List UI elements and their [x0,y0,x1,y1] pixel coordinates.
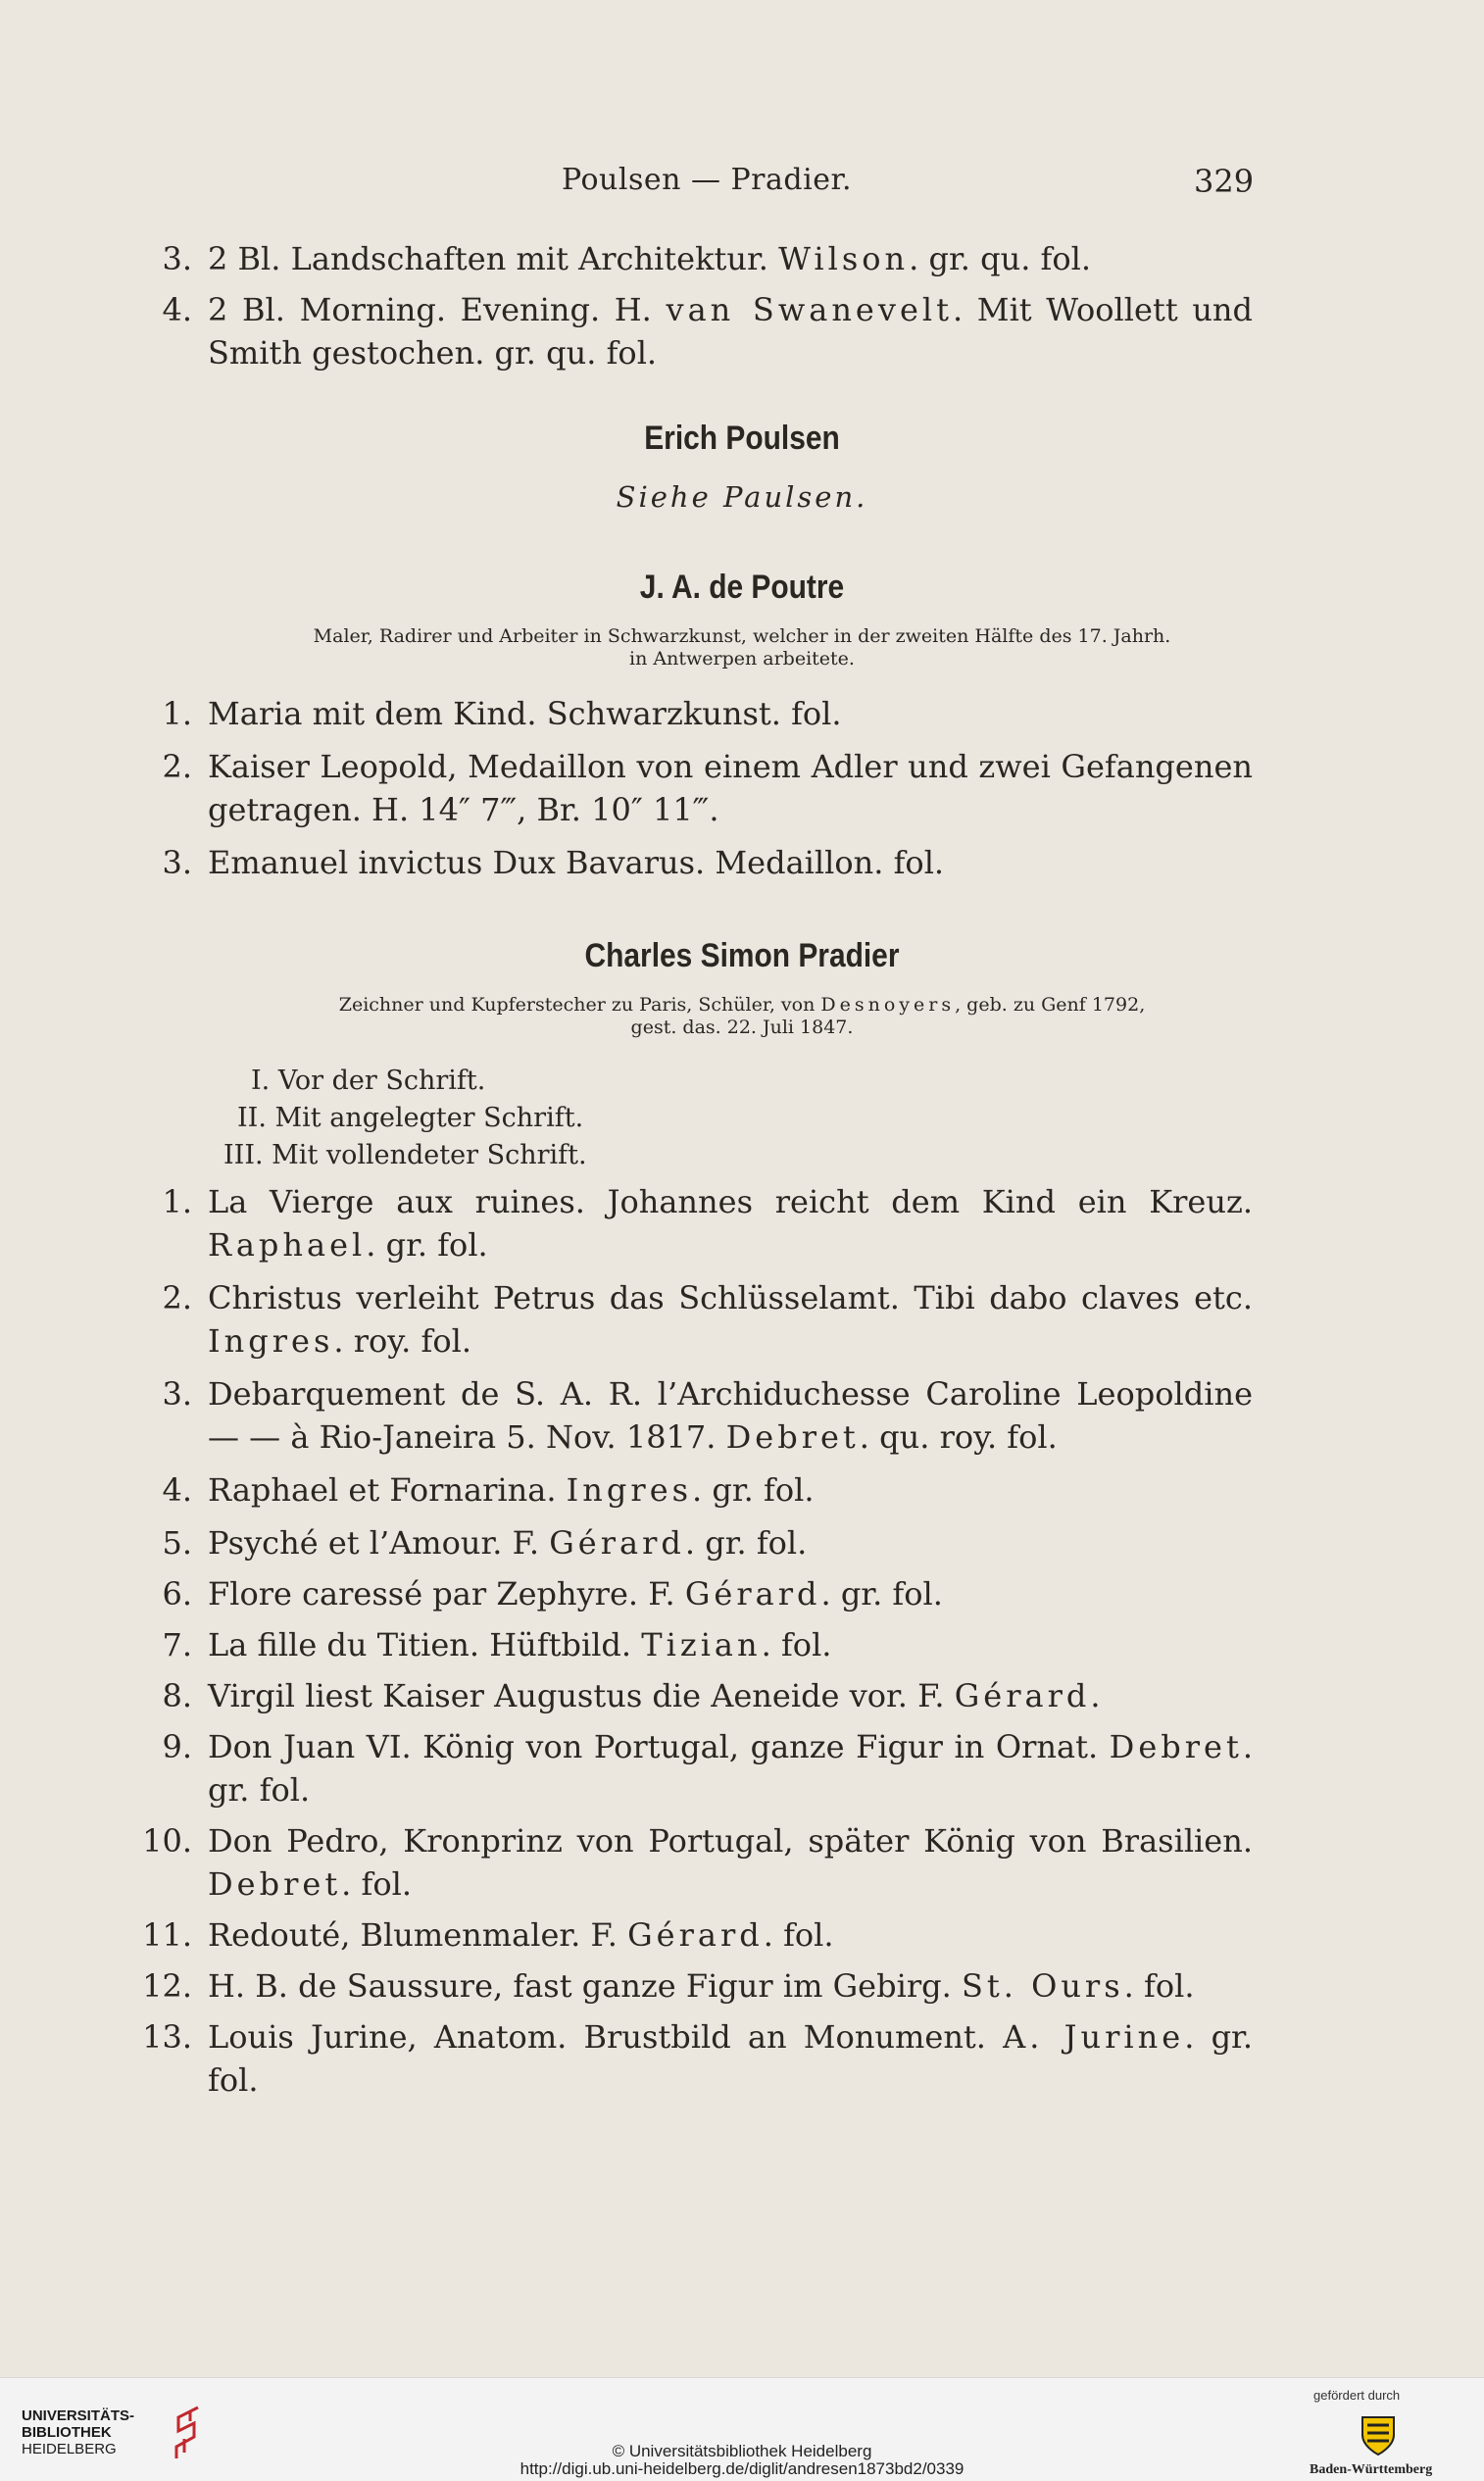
entry-number: 4. [162,1471,192,1509]
entry-number: 1. [162,1183,192,1220]
entry-number: 3. [162,1375,192,1413]
library-name-line-2: BIBLIOTHEK [22,2424,112,2441]
running-title: Poulsen — Pradier. [562,163,853,197]
entry-text: 2 Bl. Landschaften mit Architektur. Wilson. gr. qu. fol. [208,240,1092,277]
permalink-url[interactable]: http://digi.ub.uni-heidelberg.de/diglit/andresen1873bd2/0339 [519,2459,965,2478]
entry-number: 6. [162,1575,192,1613]
entry-number: 5. [162,1524,192,1562]
state-ii: II. Mit angelegter Schrift. [237,1103,584,1133]
entry-number: 2. [162,748,192,785]
entry-number: 13. [142,2018,192,2056]
poutre-bio-line-1: Maler, Radirer und Arbeiter in Schwarzkunst, welcher in der zweiten Hälfte des 17. Jahrh. [313,625,1171,647]
entry-text: 2 Bl. Morning. Evening. H. van Swanevelt. Mit Woollett und Smith gestochen. gr. qu. fol. [208,291,1254,372]
entry-number: 8. [162,1677,192,1714]
copyright-notice: © Universitätsbibliothek Heidelberg [612,2442,872,2460]
entry-number: 3. [162,240,192,277]
state-i: I. Vor der Schrift. [251,1066,486,1096]
poulsen-reference: Siehe Paulsen. [616,480,868,514]
entry-text: Flore caressé par Zephyre. F. Gérard. gr. fol. [208,1575,943,1613]
entry-text: Don Juan VI. König von Portugal, ganze Figur in Ornat. Debret. gr. fol. [208,1728,1253,1809]
entry-number: 12. [142,1967,192,2005]
entry-number: 11. [142,1916,192,1954]
heading-poutre: J. A. de Poutre [639,569,845,606]
pradier-bio-line-1: Zeichner und Kupferstecher zu Paris, Schüler, von Desnoyers, geb. zu Genf 1792, [338,994,1146,1016]
entry-text: Debarquement de S. A. R. l’Archiduchesse Caroline Leopoldine — — à Rio-Janeira 5. Nov. 1817. Debret. qu. roy. fol. [208,1375,1253,1456]
library-name-line-1: UNIVERSITÄTS- [22,2407,135,2424]
entry-text: La Vierge aux ruines. Johannes reicht dem Kind ein Kreuz. Raphael. gr. fol. [208,1183,1253,1264]
entry-text: Raphael et Fornarina. Ingres. gr. fol. [208,1471,815,1509]
pradier-bio-line-2: gest. das. 22. Juli 1847. [630,1017,854,1038]
entry-text: Redouté, Blumenmaler. F. Gérard. fol. [208,1916,834,1954]
entry-number: 2. [162,1279,192,1316]
heading-erich-poulsen: Erich Poulsen [644,420,840,457]
page-number: 329 [1194,163,1255,200]
entry-number: 1. [162,695,192,732]
footer-bar [0,2377,1484,2481]
entry-text: Christus verleiht Petrus das Schlüsselamt. Tibi dabo claves etc. Ingres. roy. fol. [208,1279,1253,1360]
entry-number: 4. [162,291,192,328]
poutre-bio-line-2: in Antwerpen arbeitete. [629,648,855,670]
library-name-line-3: HEIDELBERG [22,2441,117,2457]
entry-text: Maria mit dem Kind. Schwarzkunst. fol. [208,695,842,732]
poutre-bio [147,625,1337,670]
entry-text: Virgil liest Kaiser Augustus die Aeneide vor. F. Gérard. [208,1677,1101,1714]
entry-text: Emanuel invictus Dux Bavarus. Medaillon. fol. [208,844,945,881]
running-head [0,163,1484,206]
entry-text: Kaiser Leopold, Medaillon von einem Adler und zwei Gefangenen getragen. H. 14″ 7‴, Br. 10″ 11‴. [208,748,1253,828]
entry-text: Louis Jurine, Anatom. Brustbild an Monument. A. Jurine. gr. fol. [208,2018,1254,2099]
entry-text: La fille du Titien. Hüftbild. Tizian. fol. [208,1626,832,1663]
entry-number: 10. [142,1822,192,1860]
entry-number: 3. [162,844,192,881]
entry-text: Psyché et l’Amour. F. Gérard. gr. fol. [208,1524,808,1562]
heading-pradier: Charles Simon Pradier [584,937,900,974]
sponsor-name: Baden-Württemberg [1310,2462,1433,2477]
entry-text: Don Pedro, Kronprinz von Portugal, später König von Brasilien. Debret. fol. [208,1822,1253,1903]
entry-number: 9. [162,1728,192,1765]
entry-number: 7. [162,1626,192,1663]
sponsor-label: gefördert durch [1313,2388,1401,2403]
state-iii: III. Mit vollendeter Schrift. [223,1140,587,1170]
pradier-bio [147,994,1337,1039]
coat-of-arms-icon [1355,2411,1402,2458]
entry-text: H. B. de Saussure, fast ganze Figur im Gebirg. St. Ours. fol. [208,1967,1195,2005]
